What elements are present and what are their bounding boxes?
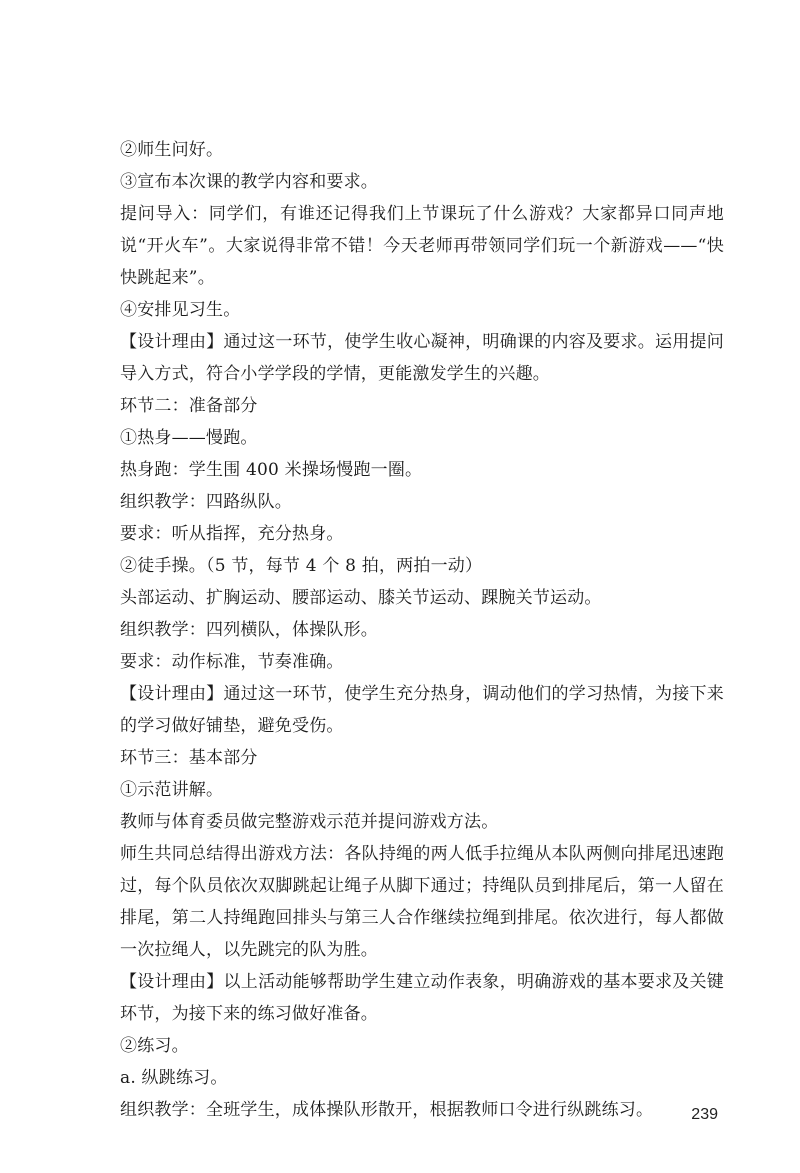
paragraph: ④安排见习生。 [120, 300, 241, 320]
paragraph: 组织教学：四路纵队。 [120, 492, 292, 512]
paragraph: 提问导入：同学们，有谁还记得我们上节课玩了什么游戏？大家都异口同声地说“开火车”。大家说得非常不错！今天老师再带领同学们玩一个新游戏——“快快跳起来”。 [120, 204, 724, 288]
paragraph: ②徒手操。（5 节，每节 4 个 8 拍，两拍一动） [120, 556, 483, 576]
paragraph: ③宣布本次课的教学内容和要求。 [120, 172, 378, 192]
paragraph: 头部运动、扩胸运动、腰部运动、膝关节运动、踝腕关节运动。 [120, 588, 602, 608]
design-rationale: 【设计理由】通过这一环节，使学生充分热身，调动他们的学习热情，为接下来的学习做好铺垫，避免受伤。 [120, 684, 724, 736]
paragraph: ②师生问好。 [120, 140, 224, 160]
body-text [120, 134, 724, 1126]
paragraph: ①热身——慢跑。 [120, 428, 258, 448]
paragraph: ①示范讲解。 [120, 780, 224, 800]
paragraph: 组织教学：四列横队，体操队形。 [120, 620, 378, 640]
paragraph: 组织教学：全班学生，成体操队形散开，根据教师口令进行纵跳练习。 [120, 1100, 654, 1120]
paragraph: 教师与体育委员做完整游戏示范并提问游戏方法。 [120, 812, 499, 832]
paragraph: ②练习。 [120, 1036, 189, 1056]
section-heading: 环节三：基本部分 [120, 748, 258, 768]
paragraph: 师生共同总结得出游戏方法：各队持绳的两人低手拉绳从本队两侧向排尾迅速跑过，每个队员依次双脚跳起让绳子从脚下通过；持绳队员到排尾后，第一人留在排尾，第二人持绳跑回排头与第三人合作继续拉绳到排尾。依次进行，每人都做一次拉绳人，以先跳完的队为胜。 [120, 844, 724, 960]
paragraph: a. 纵跳练习。 [120, 1068, 228, 1088]
paragraph: 要求：动作标准，节奏准确。 [120, 652, 344, 672]
design-rationale: 【设计理由】以上活动能够帮助学生建立动作表象，明确游戏的基本要求及关键环节，为接下来的练习做好准备。 [120, 972, 724, 1024]
design-rationale: 【设计理由】通过这一环节，使学生收心凝神，明确课的内容及要求。运用提问导入方式，符合小学学段的学情，更能激发学生的兴趣。 [120, 332, 724, 384]
page-number: 239 [691, 1106, 718, 1123]
paragraph: 热身跑：学生围 400 米操场慢跑一圈。 [120, 460, 423, 480]
paragraph: 要求：听从指挥，充分热身。 [120, 524, 344, 544]
section-heading: 环节二：准备部分 [120, 396, 258, 416]
